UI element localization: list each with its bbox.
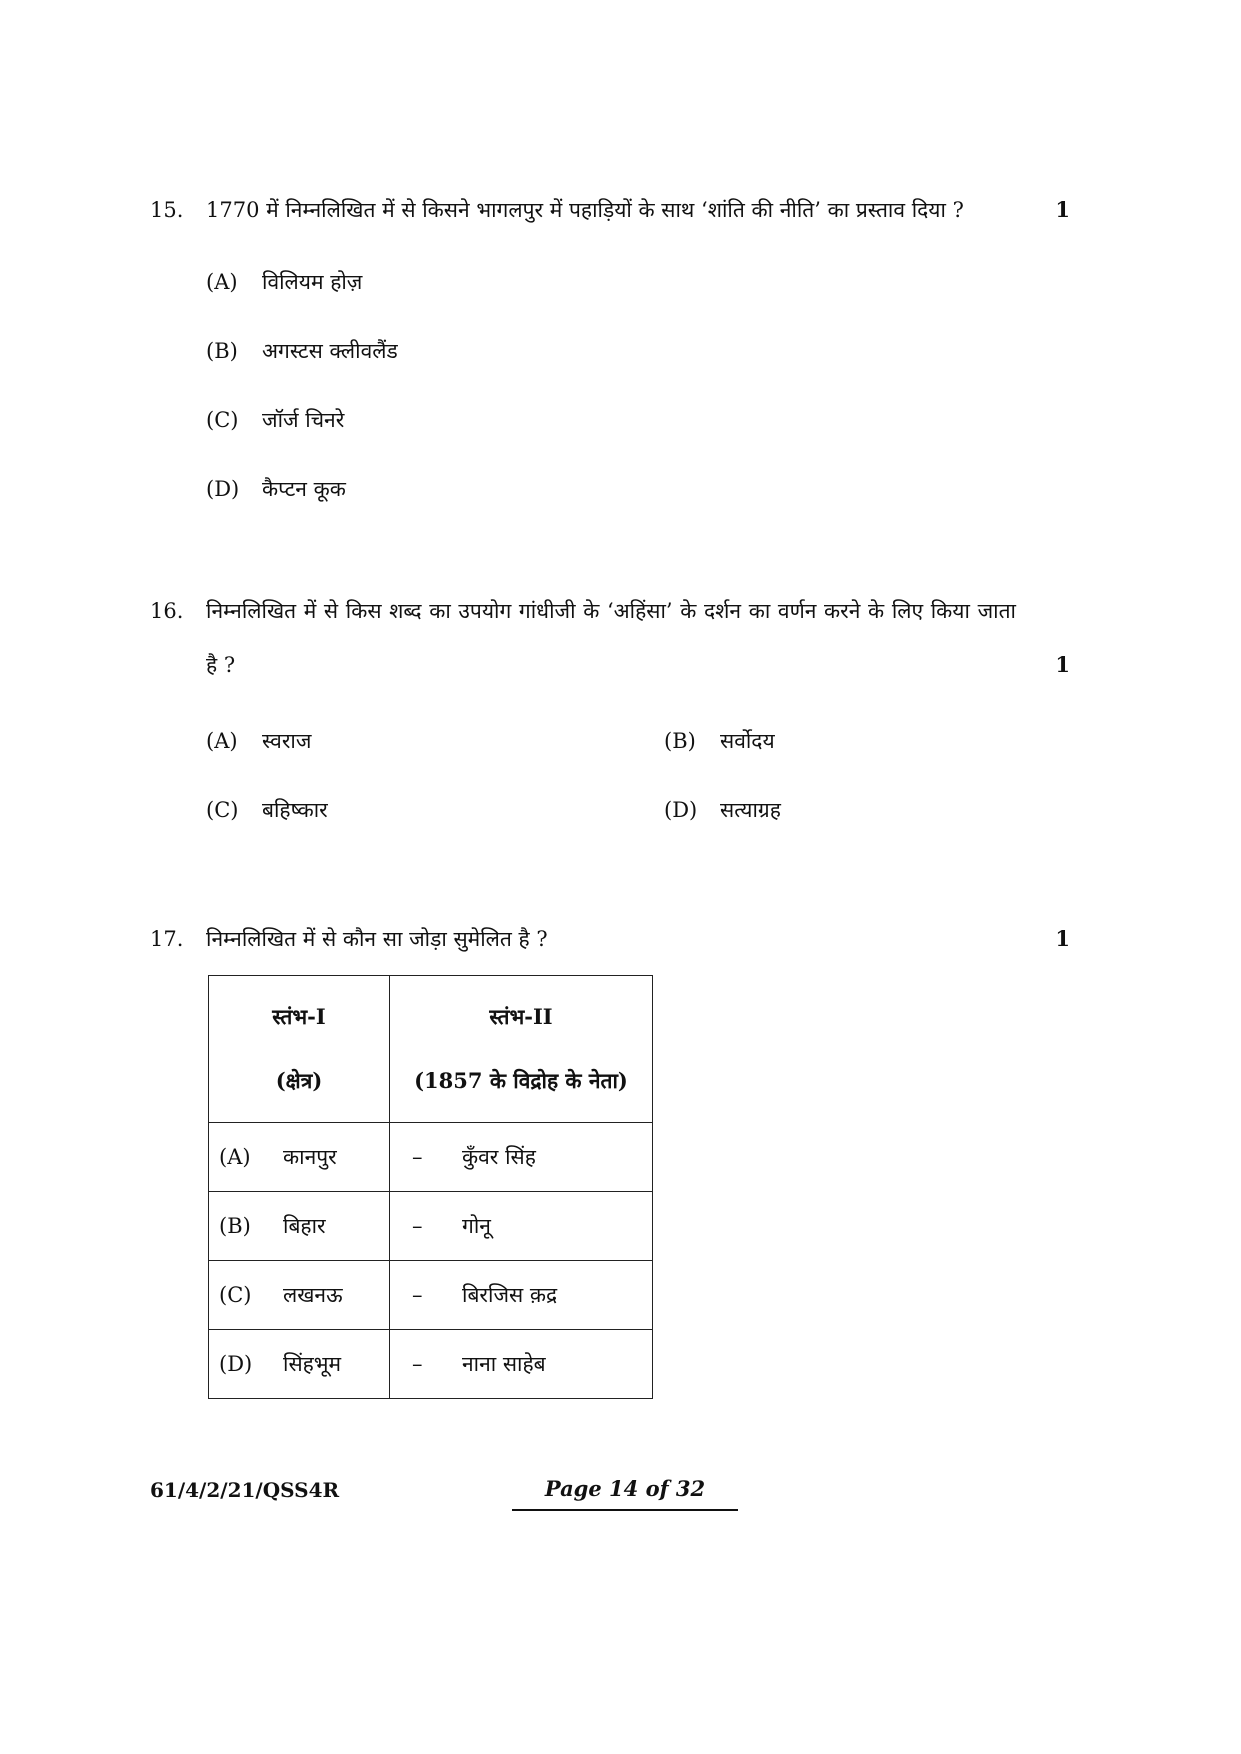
option-label: (A) xyxy=(206,270,238,294)
leader-name: कुँवर सिंह xyxy=(462,1145,536,1169)
option-15b xyxy=(206,337,398,365)
question-text: 1770 में निम्नलिखित में से किसने भागलपुर में पहाड़ियों के साथ ‘शांति की नीति’ का प्रस्ताव दिया ? xyxy=(206,198,964,222)
region-name: कानपुर xyxy=(283,1145,337,1169)
question-text: निम्नलिखित में से किस शब्द का उपयोग गांधीजी के ‘अहिंसा’ के दर्शन का वर्णन करने के लिए किया जाता है ? xyxy=(206,599,1016,677)
option-text: सर्वोदय xyxy=(720,729,775,753)
region-cell xyxy=(209,1123,390,1192)
option-text: स्वराज xyxy=(262,729,312,753)
column-2-subtitle: (1857 के विद्रोह के नेता) xyxy=(414,1068,628,1093)
region-name: बिहार xyxy=(283,1214,326,1238)
column-1-header xyxy=(209,976,390,1123)
paper-code: 61/4/2/21/QSS4R xyxy=(150,1478,340,1502)
option-label: (C) xyxy=(206,798,239,822)
question-number: 16. xyxy=(150,599,184,623)
dash: – xyxy=(412,1352,423,1376)
dash: – xyxy=(412,1283,423,1307)
option-text: जॉर्ज चिनरे xyxy=(262,408,345,432)
row-label: (D) xyxy=(219,1352,253,1376)
option-16b xyxy=(664,727,775,755)
column-2-title: स्तंभ-II xyxy=(489,1004,553,1029)
leader-cell xyxy=(390,1192,653,1261)
region-name: लखनऊ xyxy=(283,1283,343,1307)
table-row xyxy=(209,1123,653,1192)
option-text: विलियम होज़ xyxy=(262,270,363,294)
page-number: Page 14 of 32 xyxy=(512,1476,738,1511)
leader-cell xyxy=(390,1123,653,1192)
option-label: (B) xyxy=(664,729,696,753)
leader-name: नाना साहेब xyxy=(462,1352,546,1376)
option-text: सत्याग्रह xyxy=(720,798,781,822)
option-label: (D) xyxy=(664,798,698,822)
option-text: बहिष्कार xyxy=(262,798,328,822)
column-1-subtitle: (क्षेत्र) xyxy=(275,1068,323,1093)
option-15a xyxy=(206,268,362,296)
option-label: (D) xyxy=(206,477,240,501)
option-16c xyxy=(206,796,328,824)
table-header xyxy=(209,976,653,1123)
column-1-title: स्तंभ-I xyxy=(272,1004,326,1029)
option-text: कैप्टन कूक xyxy=(262,477,346,501)
option-16d xyxy=(664,796,781,824)
row-label: (B) xyxy=(219,1214,251,1238)
table-row xyxy=(209,1261,653,1330)
region-cell xyxy=(209,1261,390,1330)
question-text: निम्नलिखित में से कौन सा जोड़ा सुमेलित है ? xyxy=(206,927,548,951)
row-label: (A) xyxy=(219,1145,251,1169)
question-number: 15. xyxy=(150,198,184,222)
option-label: (A) xyxy=(206,729,238,753)
column-2-header xyxy=(390,976,653,1123)
region-name: सिंहभूम xyxy=(283,1352,342,1376)
option-label: (C) xyxy=(206,408,239,432)
table-row xyxy=(209,1330,653,1399)
match-table xyxy=(208,975,653,1399)
dash: – xyxy=(412,1214,423,1238)
option-16a xyxy=(206,727,311,755)
leader-name: बिरजिस क़द्र xyxy=(462,1283,558,1307)
region-cell xyxy=(209,1192,390,1261)
leader-cell xyxy=(390,1330,653,1399)
leader-name: गोनू xyxy=(462,1214,491,1238)
option-label: (B) xyxy=(206,339,238,363)
dash: – xyxy=(412,1145,423,1169)
table-row xyxy=(209,1192,653,1261)
question-marks: 1 xyxy=(1055,197,1070,222)
option-15d xyxy=(206,475,346,503)
region-cell xyxy=(209,1330,390,1399)
option-text: अगस्टस क्लीवलैंड xyxy=(262,339,398,363)
row-label: (C) xyxy=(219,1283,252,1307)
question-marks: 1 xyxy=(1055,652,1070,677)
question-number: 17. xyxy=(150,927,184,951)
question-marks: 1 xyxy=(1055,926,1070,951)
option-15c xyxy=(206,406,344,434)
leader-cell xyxy=(390,1261,653,1330)
